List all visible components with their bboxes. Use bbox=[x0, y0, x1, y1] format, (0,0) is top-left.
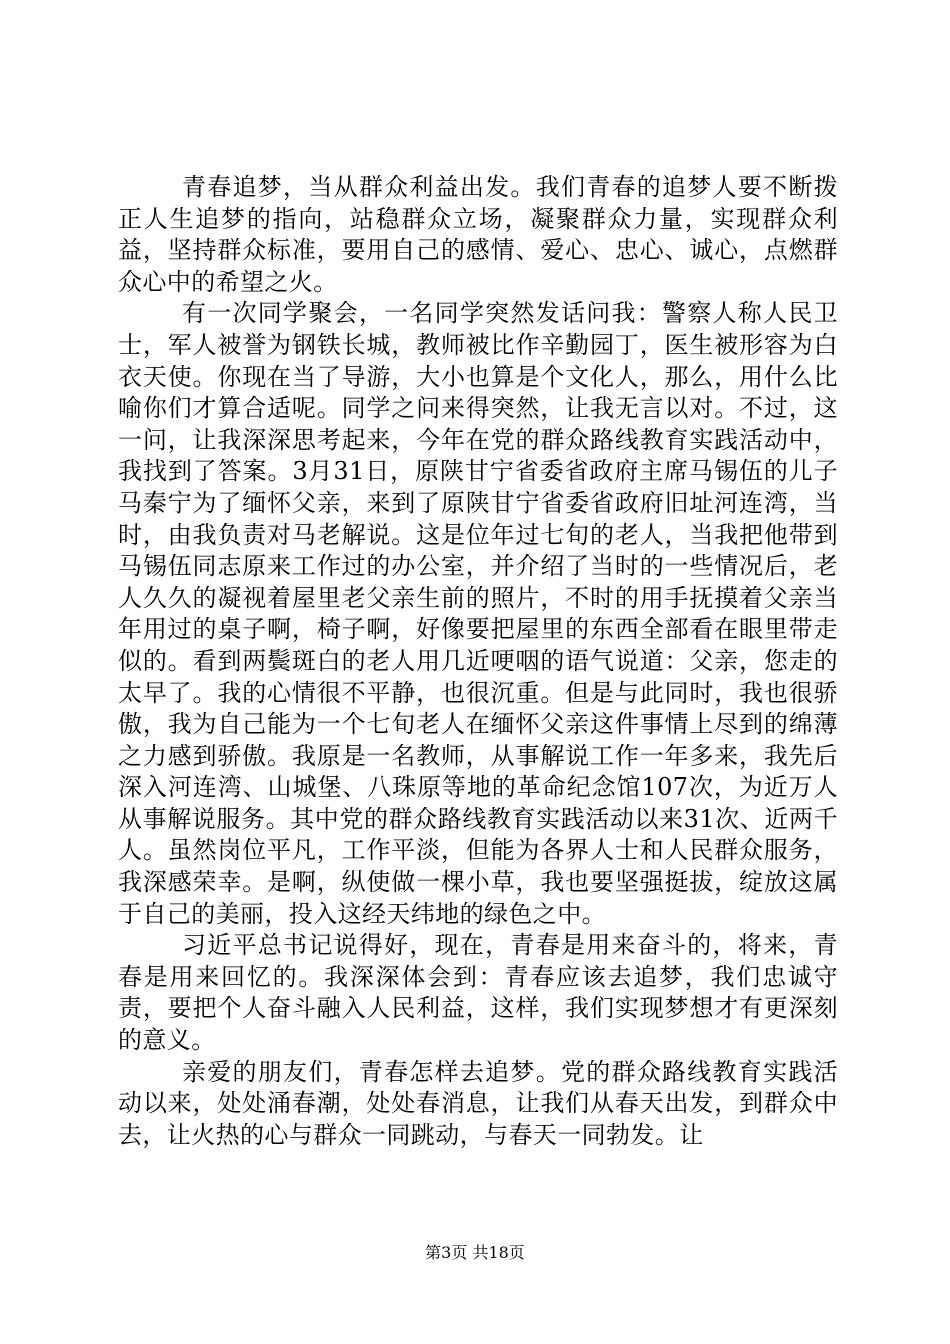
paragraph-4: 亲爱的朋友们，青春怎样去追梦。党的群众路线教育实践活动以来，处处涌春潮，处处春消息，让我们从春天出发，到群众中去，让火热的心与群众一同跳动，与春天一同勃发。让 bbox=[118, 1057, 838, 1149]
page-number-label: 第3页 共18页 bbox=[425, 1243, 525, 1262]
paragraph-2: 有一次同学聚会，一名同学突然发话问我：警察人称人民卫士，军人被誉为钢铁长城，教师被比作辛勤园丁，医生被形容为白衣天使。你现在当了导游，大小也算是个文化人，那么，用什么比喻你们才算合适呢。同学之问来得突然，让我无言以对。不过，这一问，让我深深思考起来，今年在党的群众路线教育实践活动中，我找到了答案。3月31日，原陕甘宁省委省政府主席马锡伍的儿子马秦宁为了缅怀父亲，来到了原陕甘宁省委省政府旧址河连湾，当时，由我负责对马老解说。这是位年过七旬的老人，当我把他带到马锡伍同志原来工作过的办公室，并介绍了当时的一些情况后，老人久久的凝视着屋里老父亲生前的照片，不时的用手抚摸着父亲当年用过的桌子啊，椅子啊，好像要把屋里的东西全部看在眼里带走似的。看到两鬓斑白的老人用几近哽咽的语气说道：父亲，您走的太早了。我的心情很不平静，也很沉重。但是与此同时，我也很骄傲，我为自己能为一个七旬老人在缅怀父亲这件事情上尽到的绵薄之力感到骄傲。我原是一名教师，从事解说工作一年多来，我先后深入河连湾、山城堡、八珠原等地的革命纪念馆107次，为近万人从事解说服务。其中党的群众路线教育实践活动以来31次、近两千人。虽然岗位平凡，工作平淡，但能为各界人士和人民群众服务，我深感荣幸。是啊，纵使做一棵小草，我也要坚强挺拔，绽放这属于自己的美丽，投入这经天纬地的绿色之中。 bbox=[118, 299, 838, 928]
page-footer bbox=[0, 1240, 950, 1263]
paragraph-1: 青春追梦，当从群众利益出发。我们青春的追梦人要不断拨正人生追梦的指向，站稳群众立场，凝聚群众力量，实现群众利益，坚持群众标准，要用自己的感情、爱心、忠心、诚心，点燃群众心中的希望之火。 bbox=[118, 173, 838, 296]
paragraph-3: 习近平总书记说得好，现在，青春是用来奋斗的，将来，青春是用来回忆的。我深深体会到：青春应该去追梦，我们忠诚守责，要把个人奋斗融入人民利益，这样，我们实现梦想才有更深刻的意义。 bbox=[118, 931, 838, 1055]
document-body bbox=[118, 172, 838, 1151]
